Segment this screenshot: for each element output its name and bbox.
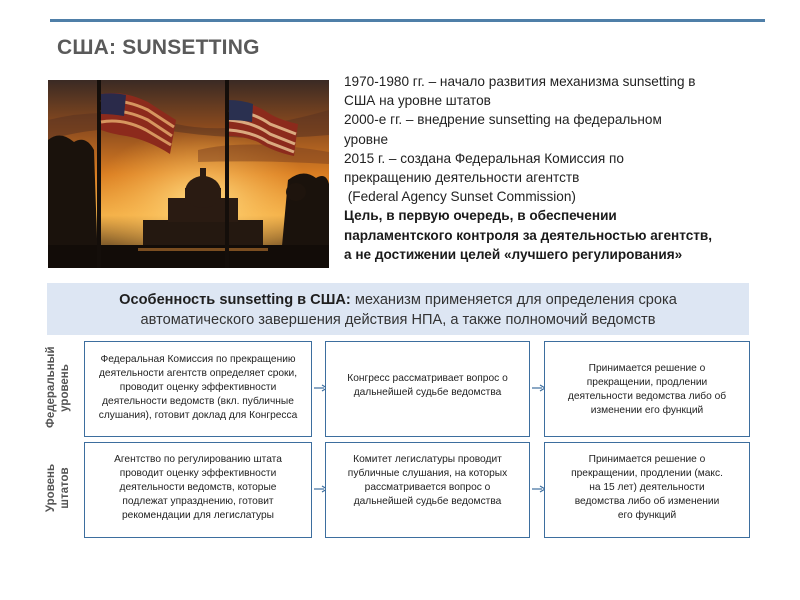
federal-step-2 (325, 341, 530, 437)
intro-line: уровне (344, 131, 389, 147)
row-label-line: Федеральный (45, 346, 57, 428)
state-step-1 (84, 442, 312, 538)
row-label-line: уровень (59, 364, 71, 412)
box-text-line: деятельности агентств определяет сроки, (98, 368, 298, 379)
intro-line: 2015 г. – создана Федеральная Комиссия по (344, 150, 624, 166)
banner-line-1 (57, 290, 739, 310)
intro-line: прекращению деятельности агентств (344, 170, 580, 186)
box-text-line: слушания), готовит доклад для Конгресса (98, 410, 298, 421)
row-label-federal (44, 348, 74, 428)
box-text-line: проводит оценку эффективности (119, 382, 277, 393)
intro-line: США на уровне штатов (344, 93, 491, 109)
box-text-line: дальнейшей судьбе ведомства (353, 387, 502, 398)
row-label-state (44, 448, 74, 528)
box-text-line: публичные слушания, на которых (347, 468, 508, 479)
box-text-line: его функций (617, 510, 677, 521)
goal-line: парламентского контроля за деятельностью агентств, (344, 227, 713, 243)
intro-line: 1970-1980 гг. – начало развития механизма sunsetting в (344, 74, 696, 89)
feature-banner (47, 283, 749, 335)
box-text-line: на 15 лет) деятельности (589, 482, 705, 493)
top-rule (50, 19, 765, 22)
box-text-line: Комитет легислатуры проводит (353, 454, 502, 465)
banner-line-2: автоматического завершения действия НПА, а также полномочий ведомств (140, 312, 656, 328)
banner-bold: Особенность sunsetting в США: (119, 292, 351, 308)
box-text-line: изменении его функций (590, 405, 704, 416)
box-text-line: рассматривается вопрос о (364, 482, 491, 493)
state-step-3 (544, 442, 750, 538)
federal-step-1 (84, 341, 312, 437)
goal-line: Цель, в первую очередь, в обеспечении (344, 208, 617, 224)
row-label-line: штатов (59, 467, 71, 509)
box-text-line: рекомендации для легислатуры (121, 510, 274, 521)
box-text-line: проводит оценку эффективности (119, 468, 277, 479)
box-text-line: прекращении, продлении (макс. (571, 468, 723, 479)
box-text-line: Агентство по регулированию штата (114, 454, 282, 465)
box-text-line: Конгресс рассматривает вопрос о (347, 373, 508, 384)
box-text-line: Принимается решение о (588, 363, 706, 374)
intro-line: (Federal Agency Sunset Commission) (344, 189, 576, 205)
box-text-line: прекращении, продлении (586, 377, 708, 388)
box-text-line: деятельности ведомств, которые (119, 482, 277, 493)
box-text-line: деятельности ведомства либо об (567, 391, 727, 402)
goal-line: а не достижении целей «лучшего регулирования» (344, 246, 683, 262)
box-text-line: Принимается решение о (588, 454, 706, 465)
banner-text: механизм применяется для определения срока (350, 292, 677, 308)
box-text-line: Федеральная Комиссия по прекращению (100, 354, 296, 365)
intro-line: 2000-е гг. – внедрение sunsetting на федеральном (344, 112, 662, 128)
federal-step-3 (544, 341, 750, 437)
box-text-line: подлежат упразднению, готовит (122, 496, 274, 507)
row-label-line: Уровень (45, 463, 57, 513)
box-text-line: деятельности ведомств (вкл. публичные (102, 396, 294, 407)
intro-text (344, 72, 764, 264)
capitol-sunset-photo (48, 80, 329, 268)
box-text-line: дальнейшей судьбе ведомства (353, 496, 502, 507)
slide-title: США: SUNSETTING (57, 36, 260, 59)
state-step-2 (325, 442, 530, 538)
box-text-line: ведомства либо об изменении (574, 496, 720, 507)
